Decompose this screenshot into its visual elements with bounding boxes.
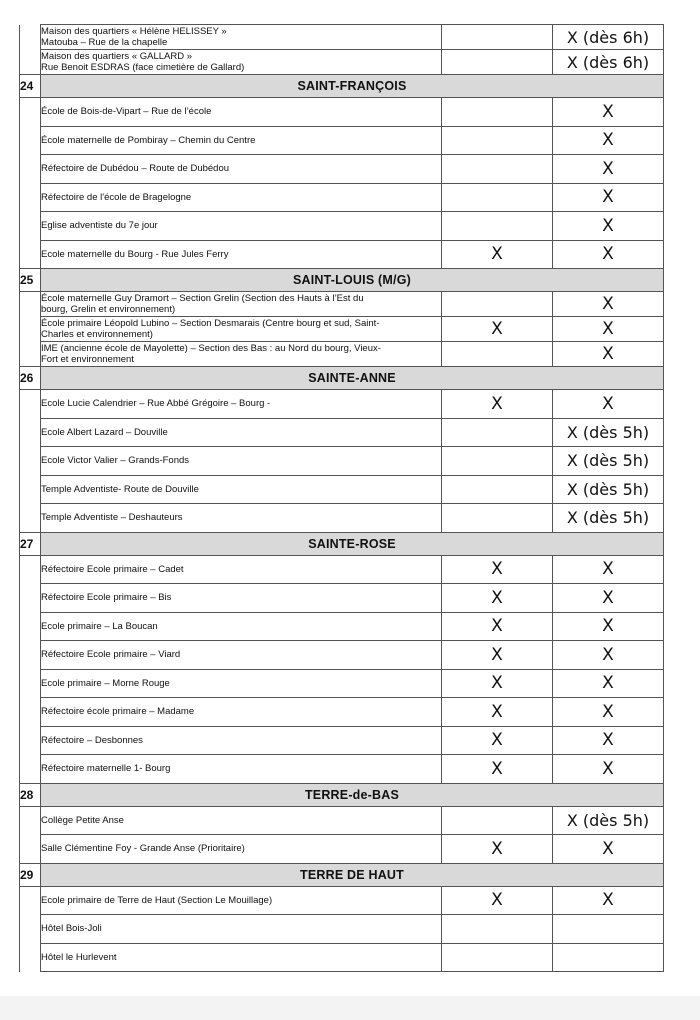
mark-column-b: X <box>553 342 664 367</box>
mark-column-b: X <box>553 317 664 342</box>
site-name: Ecole Victor Valier – Grands-Fonds <box>41 447 442 476</box>
row-number-cell <box>20 25 41 50</box>
table-row <box>20 943 664 972</box>
mark-column-a: X <box>442 612 553 641</box>
section-number: 26 <box>20 367 41 390</box>
row-number-cell <box>20 886 41 915</box>
mark-column-a <box>442 292 553 317</box>
site-name: Réfectoire de Dubédou – Route de Dubédou <box>41 155 442 184</box>
section-number: 24 <box>20 75 41 98</box>
row-number-cell <box>20 726 41 755</box>
table-row <box>20 755 664 784</box>
row-number-cell <box>20 155 41 184</box>
table-row <box>20 806 664 835</box>
site-name: Ecole primaire – Morne Rouge <box>41 669 442 698</box>
table-row <box>20 240 664 269</box>
row-number-cell <box>20 835 41 864</box>
table-row <box>20 212 664 241</box>
row-number-cell <box>20 418 41 447</box>
row-number-cell <box>20 183 41 212</box>
site-name: École de Bois-de-Vipart – Rue de l’école <box>41 98 442 127</box>
shelter-table <box>19 24 664 972</box>
table-row <box>20 726 664 755</box>
site-name: Réfectoire de l'école de Bragelogne <box>41 183 442 212</box>
mark-column-a: X <box>442 886 553 915</box>
table-row <box>20 183 664 212</box>
row-number-cell <box>20 806 41 835</box>
site-name: Temple Adventiste- Route de Douville <box>41 475 442 504</box>
mark-column-a: X <box>442 240 553 269</box>
mark-column-b: X (dès 5h) <box>553 806 664 835</box>
mark-column-a <box>442 806 553 835</box>
section-number: 28 <box>20 783 41 806</box>
section-title: TERRE-de-BAS <box>41 783 664 806</box>
site-name: Ecole Lucie Calendrier – Rue Abbé Grégoire – Bourg - <box>41 390 442 419</box>
mark-column-b: X <box>553 155 664 184</box>
mark-column-b: X (dès 6h) <box>553 25 664 50</box>
site-name: Hôtel le Hurlevent <box>41 943 442 972</box>
table-row <box>20 915 664 944</box>
table-row <box>20 25 664 50</box>
mark-column-b: X <box>553 669 664 698</box>
section-header-row <box>20 863 664 886</box>
row-number-cell <box>20 98 41 127</box>
table-row <box>20 126 664 155</box>
site-name: Ecole maternelle du Bourg - Rue Jules Ferry <box>41 240 442 269</box>
row-number-cell <box>20 50 41 75</box>
mark-column-a <box>442 25 553 50</box>
site-name: École maternelle Guy Dramort – Section Grelin (Section des Hauts à l’Est du bourg, Grelin et environnement) <box>41 292 442 317</box>
mark-column-b: X <box>553 835 664 864</box>
row-number-cell <box>20 915 41 944</box>
mark-column-b: X <box>553 641 664 670</box>
site-name: Hôtel Bois-Joli <box>41 915 442 944</box>
mark-column-a: X <box>442 317 553 342</box>
table-row <box>20 98 664 127</box>
table-row <box>20 50 664 75</box>
site-name: Ecole primaire de Terre de Haut (Section Le Mouillage) <box>41 886 442 915</box>
row-number-cell <box>20 342 41 367</box>
section-title: SAINT-LOUIS (M/G) <box>41 269 664 292</box>
site-name: Réfectoire Ecole primaire – Viard <box>41 641 442 670</box>
mark-column-b: X <box>553 240 664 269</box>
row-number-cell <box>20 126 41 155</box>
mark-column-b <box>553 915 664 944</box>
table-row <box>20 886 664 915</box>
mark-column-a: X <box>442 698 553 727</box>
mark-column-a: X <box>442 390 553 419</box>
mark-column-a: X <box>442 641 553 670</box>
row-number-cell <box>20 669 41 698</box>
mark-column-b: X (dès 5h) <box>553 418 664 447</box>
section-title: TERRE DE HAUT <box>41 863 664 886</box>
mark-column-b: X <box>553 886 664 915</box>
mark-column-a <box>442 342 553 367</box>
section-title: SAINTE-ANNE <box>41 367 664 390</box>
mark-column-b <box>553 943 664 972</box>
table-row <box>20 317 664 342</box>
mark-column-b: X <box>553 98 664 127</box>
site-name: Temple Adventiste – Deshauteurs <box>41 504 442 533</box>
shelter-table-body <box>20 25 664 972</box>
site-name: Réfectoire Ecole primaire – Bis <box>41 584 442 613</box>
row-number-cell <box>20 641 41 670</box>
table-row <box>20 584 664 613</box>
site-name: Réfectoire école primaire – Madame <box>41 698 442 727</box>
site-name: Maison des quartiers « Hélène HELISSEY » Matouba – Rue de la chapelle <box>41 25 442 50</box>
table-row <box>20 669 664 698</box>
mark-column-b: X (dès 5h) <box>553 447 664 476</box>
section-number: 25 <box>20 269 41 292</box>
section-header-row <box>20 75 664 98</box>
table-row <box>20 698 664 727</box>
table-row <box>20 475 664 504</box>
mark-column-a: X <box>442 584 553 613</box>
site-name: Réfectoire – Desbonnes <box>41 726 442 755</box>
table-row <box>20 555 664 584</box>
row-number-cell <box>20 475 41 504</box>
row-number-cell <box>20 943 41 972</box>
mark-column-a <box>442 943 553 972</box>
page-bottom-margin <box>0 996 700 1020</box>
row-number-cell <box>20 317 41 342</box>
mark-column-b: X <box>553 726 664 755</box>
section-header-row <box>20 532 664 555</box>
mark-column-a <box>442 155 553 184</box>
mark-column-a <box>442 475 553 504</box>
site-name: Collège Petite Anse <box>41 806 442 835</box>
mark-column-b: X <box>553 126 664 155</box>
site-name: Salle Clémentine Foy - Grande Anse (Prioritaire) <box>41 835 442 864</box>
site-name: Eglise adventiste du 7e jour <box>41 212 442 241</box>
mark-column-a: X <box>442 726 553 755</box>
section-title: SAINT-FRANÇOIS <box>41 75 664 98</box>
table-row <box>20 612 664 641</box>
site-name: IME (ancienne école de Mayolette) – Section des Bas : au Nord du bourg, Vieux- Fort et environnement <box>41 342 442 367</box>
section-header-row <box>20 783 664 806</box>
mark-column-b: X (dès 5h) <box>553 504 664 533</box>
row-number-cell <box>20 698 41 727</box>
row-number-cell <box>20 755 41 784</box>
mark-column-a <box>442 212 553 241</box>
table-row <box>20 342 664 367</box>
mark-column-a: X <box>442 835 553 864</box>
row-number-cell <box>20 390 41 419</box>
table-row <box>20 292 664 317</box>
mark-column-b: X <box>553 292 664 317</box>
mark-column-a <box>442 418 553 447</box>
table-row <box>20 447 664 476</box>
table-row <box>20 390 664 419</box>
table-row <box>20 641 664 670</box>
mark-column-a: X <box>442 669 553 698</box>
table-row <box>20 835 664 864</box>
mark-column-a <box>442 504 553 533</box>
row-number-cell <box>20 240 41 269</box>
mark-column-a: X <box>442 555 553 584</box>
section-number: 27 <box>20 532 41 555</box>
mark-column-b: X <box>553 555 664 584</box>
mark-column-b: X <box>553 390 664 419</box>
row-number-cell <box>20 447 41 476</box>
mark-column-b: X (dès 5h) <box>553 475 664 504</box>
mark-column-b: X <box>553 584 664 613</box>
row-number-cell <box>20 584 41 613</box>
table-row <box>20 418 664 447</box>
row-number-cell <box>20 292 41 317</box>
mark-column-a <box>442 447 553 476</box>
mark-column-a <box>442 915 553 944</box>
row-number-cell <box>20 504 41 533</box>
mark-column-a: X <box>442 755 553 784</box>
table-row <box>20 504 664 533</box>
mark-column-b: X <box>553 612 664 641</box>
row-number-cell <box>20 612 41 641</box>
site-name: École primaire Léopold Lubino – Section Desmarais (Centre bourg et sud, Saint- Charles et environnement) <box>41 317 442 342</box>
mark-column-a <box>442 50 553 75</box>
site-name: Ecole Albert Lazard – Douville <box>41 418 442 447</box>
site-name: Maison des quartiers « GALLARD » Rue Benoit ESDRAS (face cimetière de Gallard) <box>41 50 442 75</box>
mark-column-b: X <box>553 212 664 241</box>
mark-column-a <box>442 183 553 212</box>
site-name: École maternelle de Pombiray – Chemin du Centre <box>41 126 442 155</box>
table-row <box>20 155 664 184</box>
site-name: Réfectoire Ecole primaire – Cadet <box>41 555 442 584</box>
mark-column-a <box>442 126 553 155</box>
row-number-cell <box>20 555 41 584</box>
site-name: Ecole primaire – La Boucan <box>41 612 442 641</box>
section-number: 29 <box>20 863 41 886</box>
mark-column-b: X <box>553 183 664 212</box>
mark-column-b: X <box>553 755 664 784</box>
section-header-row <box>20 367 664 390</box>
section-header-row <box>20 269 664 292</box>
mark-column-a <box>442 98 553 127</box>
mark-column-b: X <box>553 698 664 727</box>
row-number-cell <box>20 212 41 241</box>
mark-column-b: X (dès 6h) <box>553 50 664 75</box>
site-name: Réfectoire maternelle 1- Bourg <box>41 755 442 784</box>
section-title: SAINTE-ROSE <box>41 532 664 555</box>
